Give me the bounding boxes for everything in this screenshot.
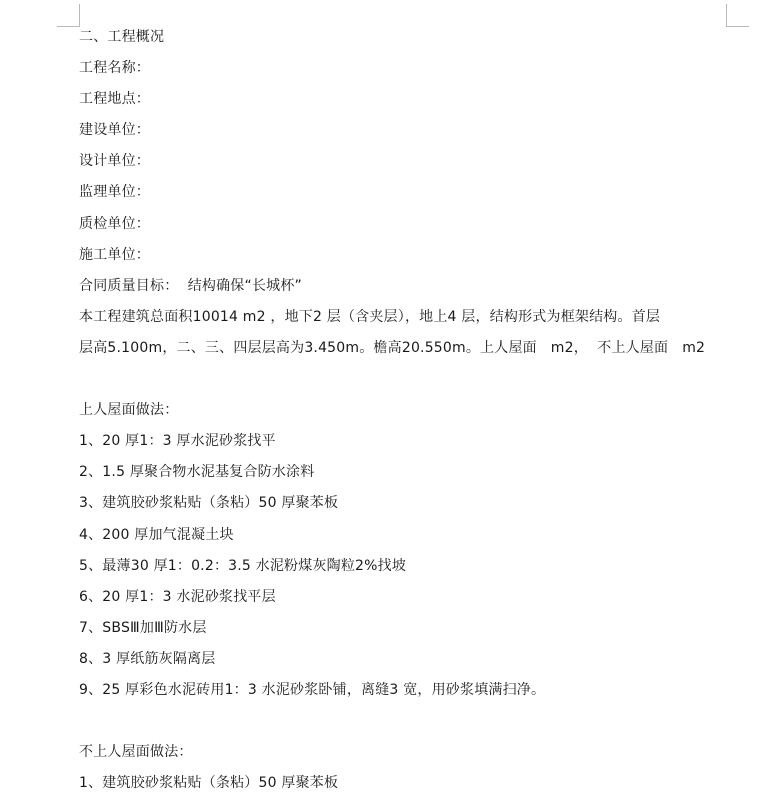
accessible-roof-step: 8、3 厚纸筋灰隔离层 (79, 650, 216, 667)
accessible-roof-step: 3、建筑胶砂浆粘贴（条粘）50 厚聚苯板 (79, 495, 339, 512)
quality-target: 合同质量目标： 结构确保“长城杯” (79, 277, 303, 294)
accessible-roof-step: 7、SBSⅢ加Ⅲ防水层 (79, 619, 207, 636)
quality-inspection-unit-field: 质检单位： (79, 215, 150, 232)
accessible-roof-step: 6、20 厚1：3 水泥砂浆找平层 (79, 588, 276, 605)
project-name-field: 工程名称： (79, 60, 150, 77)
project-location-field: 工程地点： (79, 91, 150, 108)
accessible-roof-step: 5、最薄30 厚1：0.2：3.5 水泥粉煤灰陶粒2%找坡 (79, 557, 407, 574)
accessible-roof-step: 1、20 厚1：3 厚水泥砂浆找平 (79, 433, 276, 450)
contractor-unit-field: 施工单位： (79, 246, 150, 263)
document-body[interactable] (79, 22, 739, 799)
section-title: 二、工程概况 (79, 29, 165, 45)
accessible-roof-step: 2、1.5 厚聚合物水泥基复合防水涂料 (79, 464, 315, 481)
non-accessible-roof-heading: 不上人屋面做法： (79, 744, 193, 761)
blank-line (79, 706, 739, 737)
accessible-roof-step: 4、200 厚加气混凝土块 (79, 526, 234, 543)
blank-line (79, 364, 739, 395)
supervision-unit-field: 监理单位： (79, 184, 150, 201)
accessible-roof-heading: 上人屋面做法： (79, 402, 179, 419)
description-line: 本工程建筑总面积10014 m2 ，地下2 层（含夹层），地上4 层，结构形式为框架结构。首层 (79, 308, 661, 325)
description-line: 层高5.100m，二、三、四层层高为3.450m。檐高20.550m。上人屋面 m2， 不上人屋面 m2 (79, 339, 706, 356)
construction-unit-field: 建设单位： (79, 122, 150, 139)
crop-mark-top-left (57, 4, 80, 27)
accessible-roof-step: 9、25 厚彩色水泥砖用1：3 水泥砂浆卧铺，离缝3 宽，用砂浆填满扫净。 (79, 681, 546, 698)
design-unit-field: 设计单位： (79, 153, 150, 170)
non-accessible-roof-step: 1、建筑胶砂浆粘贴（条粘）50 厚聚苯板 (79, 775, 339, 792)
